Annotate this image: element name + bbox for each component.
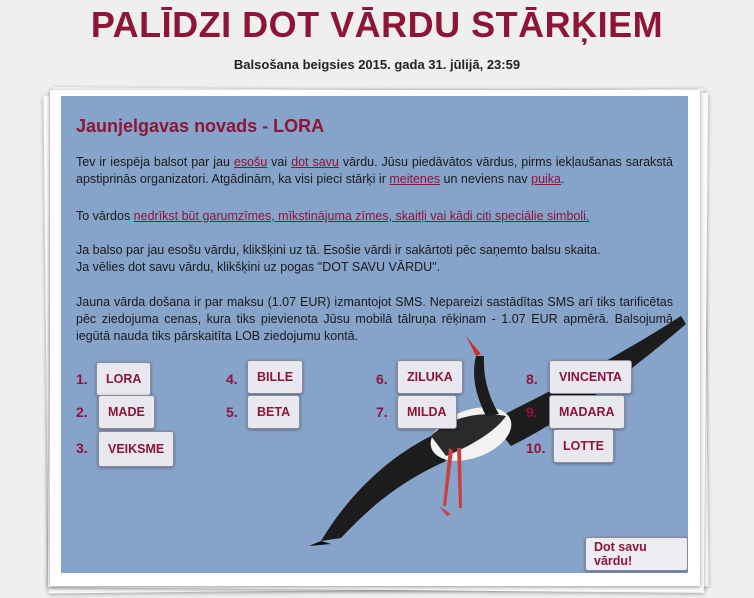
add-instruction: Ja vēlies dot savu vārdu, klikšķini uz pogas "DOT SAVU VĀRDU". <box>76 260 441 274</box>
girls-link[interactable]: meitenes <box>389 172 441 186</box>
rank-number: 10. <box>526 440 546 456</box>
intro-paragraph: Tev ir iespēja balsot par jau esošu vai dot savu vārdu. Jūsu piedāvātos vārdus, pirms iekļaušanas sarakstā apstiprinās organizatori. Atgādinām, ka visi pieci stārķi ir meitenes un neviens nav puika. <box>76 155 673 186</box>
sms-paragraph: Jauna vārda došana ir par maksu (1.07 EUR) izmantojot SMS. Nepareizi sastādītas SMS arī tiks tarificētas pēc ziedojuma cenas, kura tiks pievienota Jūsu mobilā tālruņa rēķinam - 1.07 EUR apmērā. Balsojumā iegūtā nauda tiks pārskaitīta LOB ziedojumu kontā. <box>76 295 673 343</box>
existing-name-link[interactable]: esošu <box>233 155 268 169</box>
stork-panel <box>61 96 688 573</box>
rank-number: 9. <box>526 404 538 420</box>
location-heading: Jaunjelgavas novads - LORA <box>76 116 325 136</box>
name-button-lora[interactable]: LORA <box>96 362 151 396</box>
rules-link[interactable]: nedrīkst būt garumzīmes, mīkstinājuma zīmes, skaitļi vai kādi citi speciālie simboli. <box>133 209 590 223</box>
stork-image <box>281 316 688 546</box>
vote-instruction: Ja balso par jau esošu vārdu, klikšķini uz tā. Esošie vārdi ir sakārtoti pēc saņemto balsu skaita. <box>76 243 601 257</box>
rank-number: 5. <box>226 404 238 420</box>
add-name-button[interactable]: Dot savu vārdu! <box>585 537 688 571</box>
rank-number: 4. <box>226 371 238 387</box>
name-button-veiksme[interactable]: VEIKSME <box>98 431 174 467</box>
name-button-madara[interactable]: MADARA <box>549 395 625 429</box>
own-name-link[interactable]: dot savu <box>291 155 339 169</box>
name-button-vincenta[interactable]: VINCENTA <box>549 360 632 394</box>
name-button-milda[interactable]: MILDA <box>397 395 457 429</box>
voting-card <box>50 90 700 586</box>
name-button-bille[interactable]: BILLE <box>247 360 303 394</box>
name-button-ziluka[interactable]: ZILUKA <box>397 360 463 394</box>
rank-number: 8. <box>526 371 538 387</box>
rank-number: 2. <box>76 404 88 420</box>
rank-number: 7. <box>376 404 388 420</box>
name-button-lotte[interactable]: LOTTE <box>553 429 614 463</box>
voting-deadline: Balsošana beigsies 2015. gada 31. jūlijā, 23:59 <box>233 57 521 72</box>
name-button-beta[interactable]: BETA <box>247 395 300 429</box>
page-title: PALĪDZI DOT VĀRDU STĀRĶIEM <box>90 4 664 45</box>
rules-paragraph: To vārdos nedrīkst būt garumzīmes, mīkstinājuma zīmes, skaitļi vai kādi citi speciālie simboli. <box>76 209 590 223</box>
rank-number: 6. <box>376 371 388 387</box>
rank-number: 3. <box>76 440 88 456</box>
rank-number: 1. <box>76 371 88 387</box>
instructions-paragraph <box>76 242 673 276</box>
boy-link[interactable]: puika <box>531 172 562 186</box>
name-button-made[interactable]: MADE <box>98 395 155 429</box>
